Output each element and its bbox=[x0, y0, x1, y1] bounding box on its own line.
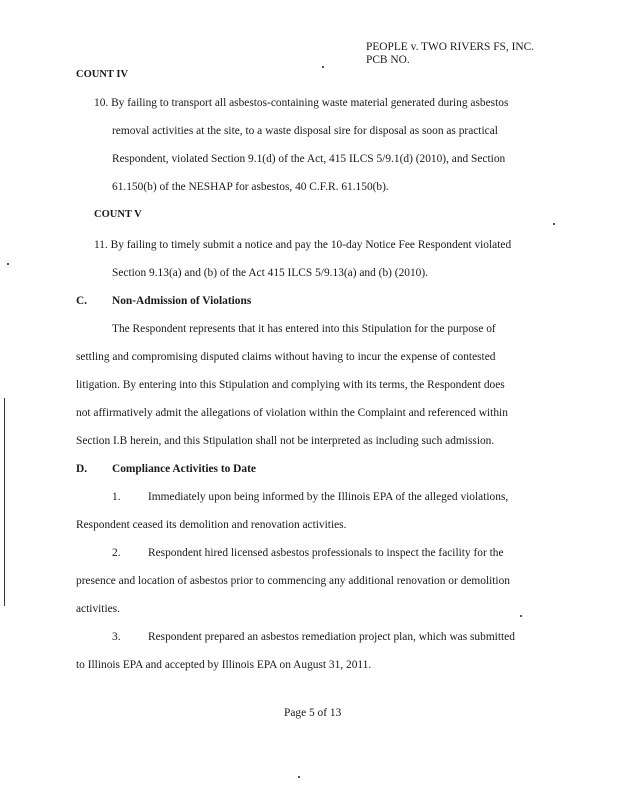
item-text: presence and location of asbestos prior to commencing any additional renovation or demolition bbox=[76, 575, 510, 587]
section-c-line: The Respondent represents that it has entered into this Stipulation for the purpose of bbox=[112, 323, 496, 335]
count-iv-line: 10. By failing to transport all asbestos-containing waste material generated during asbestos bbox=[94, 97, 509, 109]
item-text: Immediately upon being informed by the Illinois EPA of the alleged violations, bbox=[148, 491, 509, 503]
count-v-line: 11. By failing to timely submit a notice and pay the 10-day Notice Fee Respondent violated bbox=[94, 239, 512, 251]
item-text: Respondent ceased its demolition and renovation activities. bbox=[76, 519, 347, 531]
count-iv-line: Respondent, violated Section 9.1(d) of the Act, 415 ILCS 5/9.1(d) (2010), and Section bbox=[112, 153, 506, 165]
section-c-letter: C. bbox=[76, 295, 88, 307]
margin-line-mark bbox=[4, 398, 5, 606]
item-text: Respondent prepared an asbestos remediation project plan, which was submitted bbox=[148, 631, 515, 643]
section-c-line: settling and compromising disputed claims without having to incur the expense of contested bbox=[76, 351, 496, 363]
item-text: to Illinois EPA and accepted by Illinois EPA on August 31, 2011. bbox=[76, 659, 372, 671]
section-d-title: Compliance Activities to Date bbox=[112, 463, 256, 475]
section-d-letter: D. bbox=[76, 463, 88, 475]
scan-speck bbox=[520, 615, 522, 617]
count-v-heading: COUNT V bbox=[94, 209, 142, 220]
item-text: activities. bbox=[76, 603, 120, 615]
section-c-line: litigation. By entering into this Stipulation and complying with its terms, the Respondent does bbox=[76, 379, 505, 391]
count-iv-heading: COUNT IV bbox=[76, 69, 129, 80]
page-number: Page 5 of 13 bbox=[284, 707, 342, 719]
count-iv-line: 61.150(b) of the NESHAP for asbestos, 40 C.F.R. 61.150(b). bbox=[112, 181, 389, 193]
scan-speck bbox=[553, 223, 555, 225]
scan-speck bbox=[7, 263, 9, 265]
scan-speck bbox=[322, 66, 324, 68]
item-number: 1. bbox=[112, 491, 121, 503]
count-iv-line: removal activities at the site, to a waste disposal sire for disposal as soon as practical bbox=[112, 125, 498, 137]
section-c-line: not affirmatively admit the allegations of violation within the Complaint and referenced within bbox=[76, 407, 508, 419]
scan-speck bbox=[298, 776, 300, 778]
pcb-number: PCB NO. bbox=[366, 54, 410, 66]
section-c-title: Non-Admission of Violations bbox=[112, 295, 252, 307]
case-caption: PEOPLE v. TWO RIVERS FS, INC. bbox=[366, 41, 535, 53]
item-number: 2. bbox=[112, 547, 121, 559]
item-text: Respondent hired licensed asbestos professionals to inspect the facility for the bbox=[148, 547, 504, 559]
count-v-line: Section 9.13(a) and (b) of the Act 415 ILCS 5/9.13(a) and (b) (2010). bbox=[112, 267, 429, 279]
section-c-line: Section I.B herein, and this Stipulation shall not be interpreted as including such admission. bbox=[76, 435, 495, 447]
item-number: 3. bbox=[112, 631, 121, 643]
